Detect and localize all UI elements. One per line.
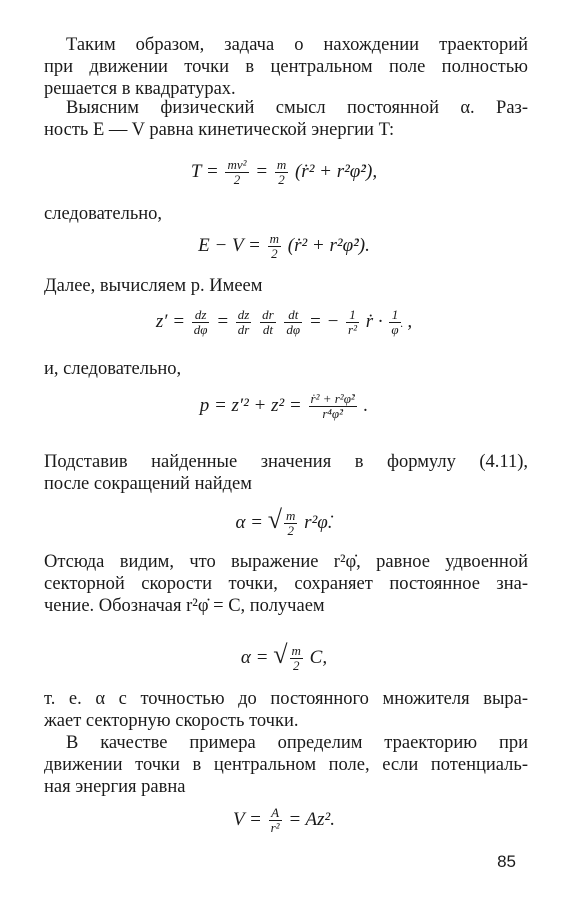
formula-z-prime: z′ = $\frac{dz}{d\varphi}$ = $\frac{dz}{dr}$ $\frac{dr}{dt}$ $\frac{dt}{d\varphi}$ = − $\frac{1}{\text{r²}}$ ṙ · $\frac{1}{\varphi̇}$ , <box>155 307 413 337</box>
formula-energy-difference: E − V = $\frac{m}{2}$ (ṙ² + r²φ̇²). <box>198 231 370 261</box>
paragraph-therefore <box>44 203 528 225</box>
paragraph-and-therefore <box>44 358 528 380</box>
text-line: Таким образом, задача о нахождении траекторий <box>66 35 528 55</box>
page-number: 85 <box>497 852 516 871</box>
formula-potential-energy: V = $\frac{A}{\text{r²}}$ = Az². <box>233 805 335 835</box>
paragraph-hence <box>44 551 528 617</box>
text-line: и, следовательно, <box>44 359 182 379</box>
text-line: решается в квадратурах. <box>44 79 236 99</box>
text-line: чение. Обозначая r²φ̇ = C, получаем <box>44 596 325 616</box>
text-line: секторной скорости точки, сохраняет постоянное зна- <box>44 574 528 594</box>
paragraph-quadratures <box>44 34 528 100</box>
text-line: Далее, вычисляем p. Имеем <box>44 276 263 296</box>
text-line: Подставив найденные значения в формулу (4.11), <box>44 452 528 472</box>
text-line: т. е. α с точностью до постоянного множителя выра- <box>44 689 528 709</box>
text-line: ная энергия равна <box>44 777 186 797</box>
formula-alpha-c: α = √ $\frac{m}{2}$ C, <box>240 640 328 674</box>
text-line: Выясним физический смысл постоянной α. Раз- <box>66 98 528 118</box>
paragraph-physical-meaning <box>44 97 528 141</box>
paragraph-example <box>44 732 528 798</box>
text-line: В качестве примера определим траекторию при <box>66 733 528 753</box>
text-line: ность E — V равна кинетической энергии T: <box>44 120 395 140</box>
formula-kinetic-energy: T = $\frac{\text{mv²}}{2}$ = $\frac{m}{2}$ (ṙ² + r²φ̇²), <box>190 157 378 187</box>
text-line: жает секторную скорость точки. <box>44 711 299 731</box>
text-line: при движении точки в центральном поле полностью <box>44 57 528 77</box>
formula-alpha-areal: α = √ $\frac{m}{2}$ r²φ̇. <box>235 505 333 539</box>
text-line: Отсюда видим, что выражение r²φ̇, равное удвоенной <box>44 552 528 572</box>
formula-p: p = z′² + z² = $\frac{\text{ṙ² + r²φ̇²}}{\text{r⁴φ̇²}}$ . <box>199 391 369 421</box>
paragraph-compute-p <box>44 275 528 297</box>
paragraph-substituting <box>44 451 528 495</box>
text-line: следовательно, <box>44 204 163 224</box>
text-line: после сокращений найдем <box>44 474 252 494</box>
text-line: движении точки в центральном поле, если потенциаль- <box>44 755 528 775</box>
paragraph-ie <box>44 688 528 732</box>
